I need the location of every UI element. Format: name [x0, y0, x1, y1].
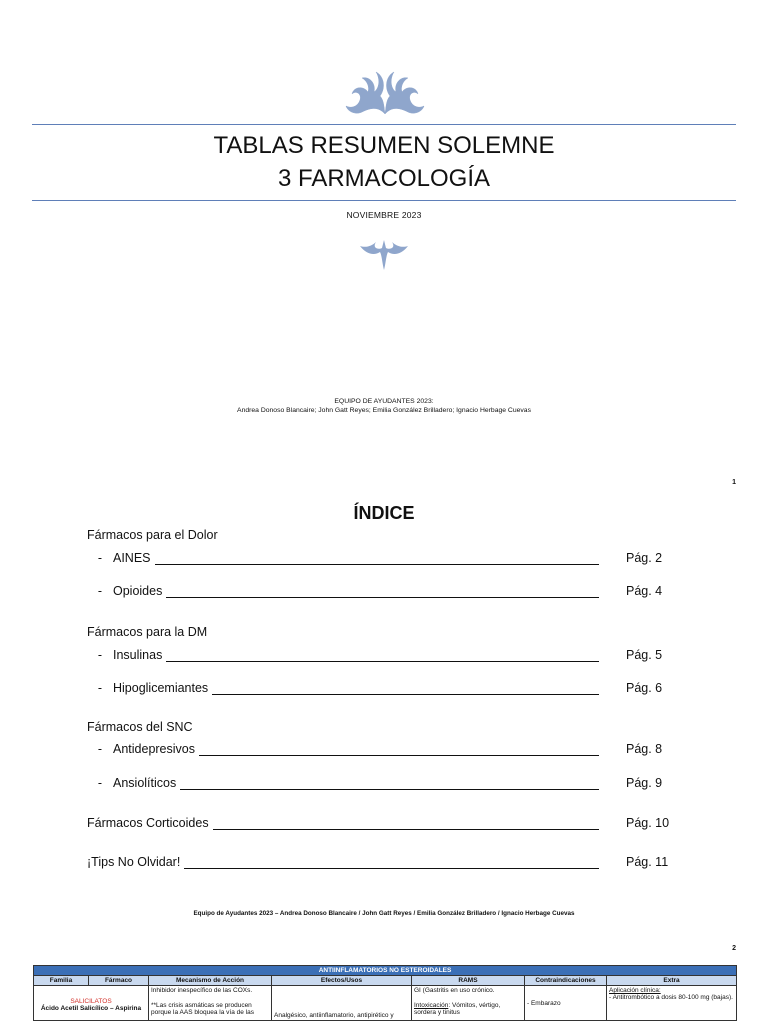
cell-contraindicaciones: - Embarazo — [525, 986, 607, 1021]
leader-line — [213, 819, 599, 830]
document-date: NOVIEMBRE 2023 — [346, 210, 422, 220]
top-divider — [32, 124, 736, 125]
mecanismo-text-2: **Las crisis asmáticas se producen porque la AAS bloquea la vía de las — [151, 1002, 254, 1016]
rams-text-1: GI (Gastritis en uso crónico. — [414, 987, 495, 994]
header-rams: RAMS — [412, 976, 525, 986]
entry-label: Fármacos Corticoides — [87, 816, 209, 830]
ornament-top — [340, 66, 430, 118]
document-title-line2: 3 FARMACOLOGÍA — [277, 165, 491, 192]
leader-line — [180, 779, 599, 790]
entry-dash: - — [97, 776, 103, 790]
team-names: Andrea Donoso Blancaire; John Gatt Reyes; Emilia González Brilladero; Ignacio Herbage Cuevas — [237, 407, 531, 414]
team-heading: EQUIPO DE AYUDANTES 2023: — [334, 398, 434, 405]
cell-mecanismo — [149, 986, 272, 1021]
entry-dash: - — [97, 681, 103, 695]
entry-dash: - — [97, 742, 103, 756]
entry-label: Antidepresivos — [113, 742, 195, 756]
header-extra: Extra — [607, 976, 737, 986]
ornament-bottom — [358, 236, 410, 272]
section-dm: Fármacos para la DM — [87, 625, 208, 639]
page-footer: Equipo de Ayudantes 2023 – Andrea Donoso Blancaire / John Gatt Reyes / Emilia González Brilladero / Ignacio Herbage Cuevas — [193, 910, 575, 917]
page-number-1: 1 — [732, 479, 736, 486]
index-entry-antidepresivos[interactable] — [87, 742, 599, 756]
entry-label: ¡Tips No Olvidar! — [87, 855, 181, 869]
section-snc: Fármacos del SNC — [87, 720, 193, 734]
familia-label: SALICILATOS — [70, 998, 112, 1005]
mecanismo-text-1: Inhibidor inespecífico de las COXs. — [151, 987, 253, 994]
extra-label: Aplicación clínica: — [609, 987, 661, 994]
index-entry-opioides[interactable] — [87, 584, 599, 598]
page-number-2: 2 — [732, 945, 736, 952]
entry-label: Hipoglicemiantes — [113, 681, 209, 695]
index-entry-corticoides[interactable] — [87, 816, 599, 830]
document-title-line1: TABLAS RESUMEN SOLEMNE — [213, 132, 555, 159]
entry-label: AINES — [113, 551, 151, 565]
entry-page: Pág. 11 — [626, 855, 669, 869]
leader-line — [184, 858, 599, 869]
table-row — [34, 986, 737, 1021]
entry-dash: - — [97, 584, 103, 598]
farmaco-label: Ácido Acetil Salicílico – Aspirina — [40, 1005, 142, 1012]
entry-dash: - — [97, 551, 103, 565]
entry-page: Pág. 8 — [626, 742, 663, 756]
leader-line — [212, 684, 599, 695]
extra-text-1: - Antitrombótico a dosis 80-100 mg (bajas). — [609, 994, 733, 1001]
entry-page: Pág. 6 — [626, 681, 663, 695]
entry-page: Pág. 2 — [626, 551, 663, 565]
index-entry-aines[interactable] — [87, 551, 599, 565]
entry-page: Pág. 4 — [626, 584, 663, 598]
cell-efectos: Analgésico, antiinflamatorio, antipirético y — [272, 986, 412, 1021]
header-mecanismo: Mecanismo de Acción — [149, 976, 272, 986]
entry-label: Insulinas — [113, 648, 163, 662]
leader-line — [166, 651, 599, 662]
entry-page: Pág. 5 — [626, 648, 663, 662]
leader-line — [199, 745, 599, 756]
index-entry-insulinas[interactable] — [87, 648, 599, 662]
cell-extra — [607, 986, 737, 1021]
entry-dash: - — [97, 648, 103, 662]
table-caption: ANTIINFLAMATORIOS NO ESTEROIDALES — [34, 966, 737, 976]
rams-text-2: : Vómitos, vértigo, sordera y tinitus — [414, 1002, 501, 1016]
bottom-divider — [32, 200, 736, 201]
header-farmaco: Fármaco — [89, 976, 149, 986]
aines-table — [33, 965, 737, 1021]
header-contraindicaciones: Contraindicaciones — [525, 976, 607, 986]
entry-page: Pág. 10 — [626, 816, 670, 830]
cell-familia-farmaco — [34, 986, 149, 1021]
header-familia: Familia — [34, 976, 89, 986]
cell-rams — [412, 986, 525, 1021]
section-dolor: Fármacos para el Dolor — [87, 528, 218, 542]
leader-line — [155, 554, 599, 565]
leader-line — [166, 587, 599, 598]
index-entry-hipoglicemiantes[interactable] — [87, 681, 599, 695]
index-entry-tips[interactable] — [87, 855, 599, 869]
header-efectos: Efectos/Usos — [272, 976, 412, 986]
entry-label: Ansiolíticos — [113, 776, 177, 790]
rams-label: Intoxicación — [414, 1002, 449, 1009]
entry-page: Pág. 9 — [626, 776, 663, 790]
index-entry-ansioliticos[interactable] — [87, 776, 599, 790]
index-title: ÍNDICE — [353, 503, 415, 523]
entry-label: Opioides — [113, 584, 163, 598]
